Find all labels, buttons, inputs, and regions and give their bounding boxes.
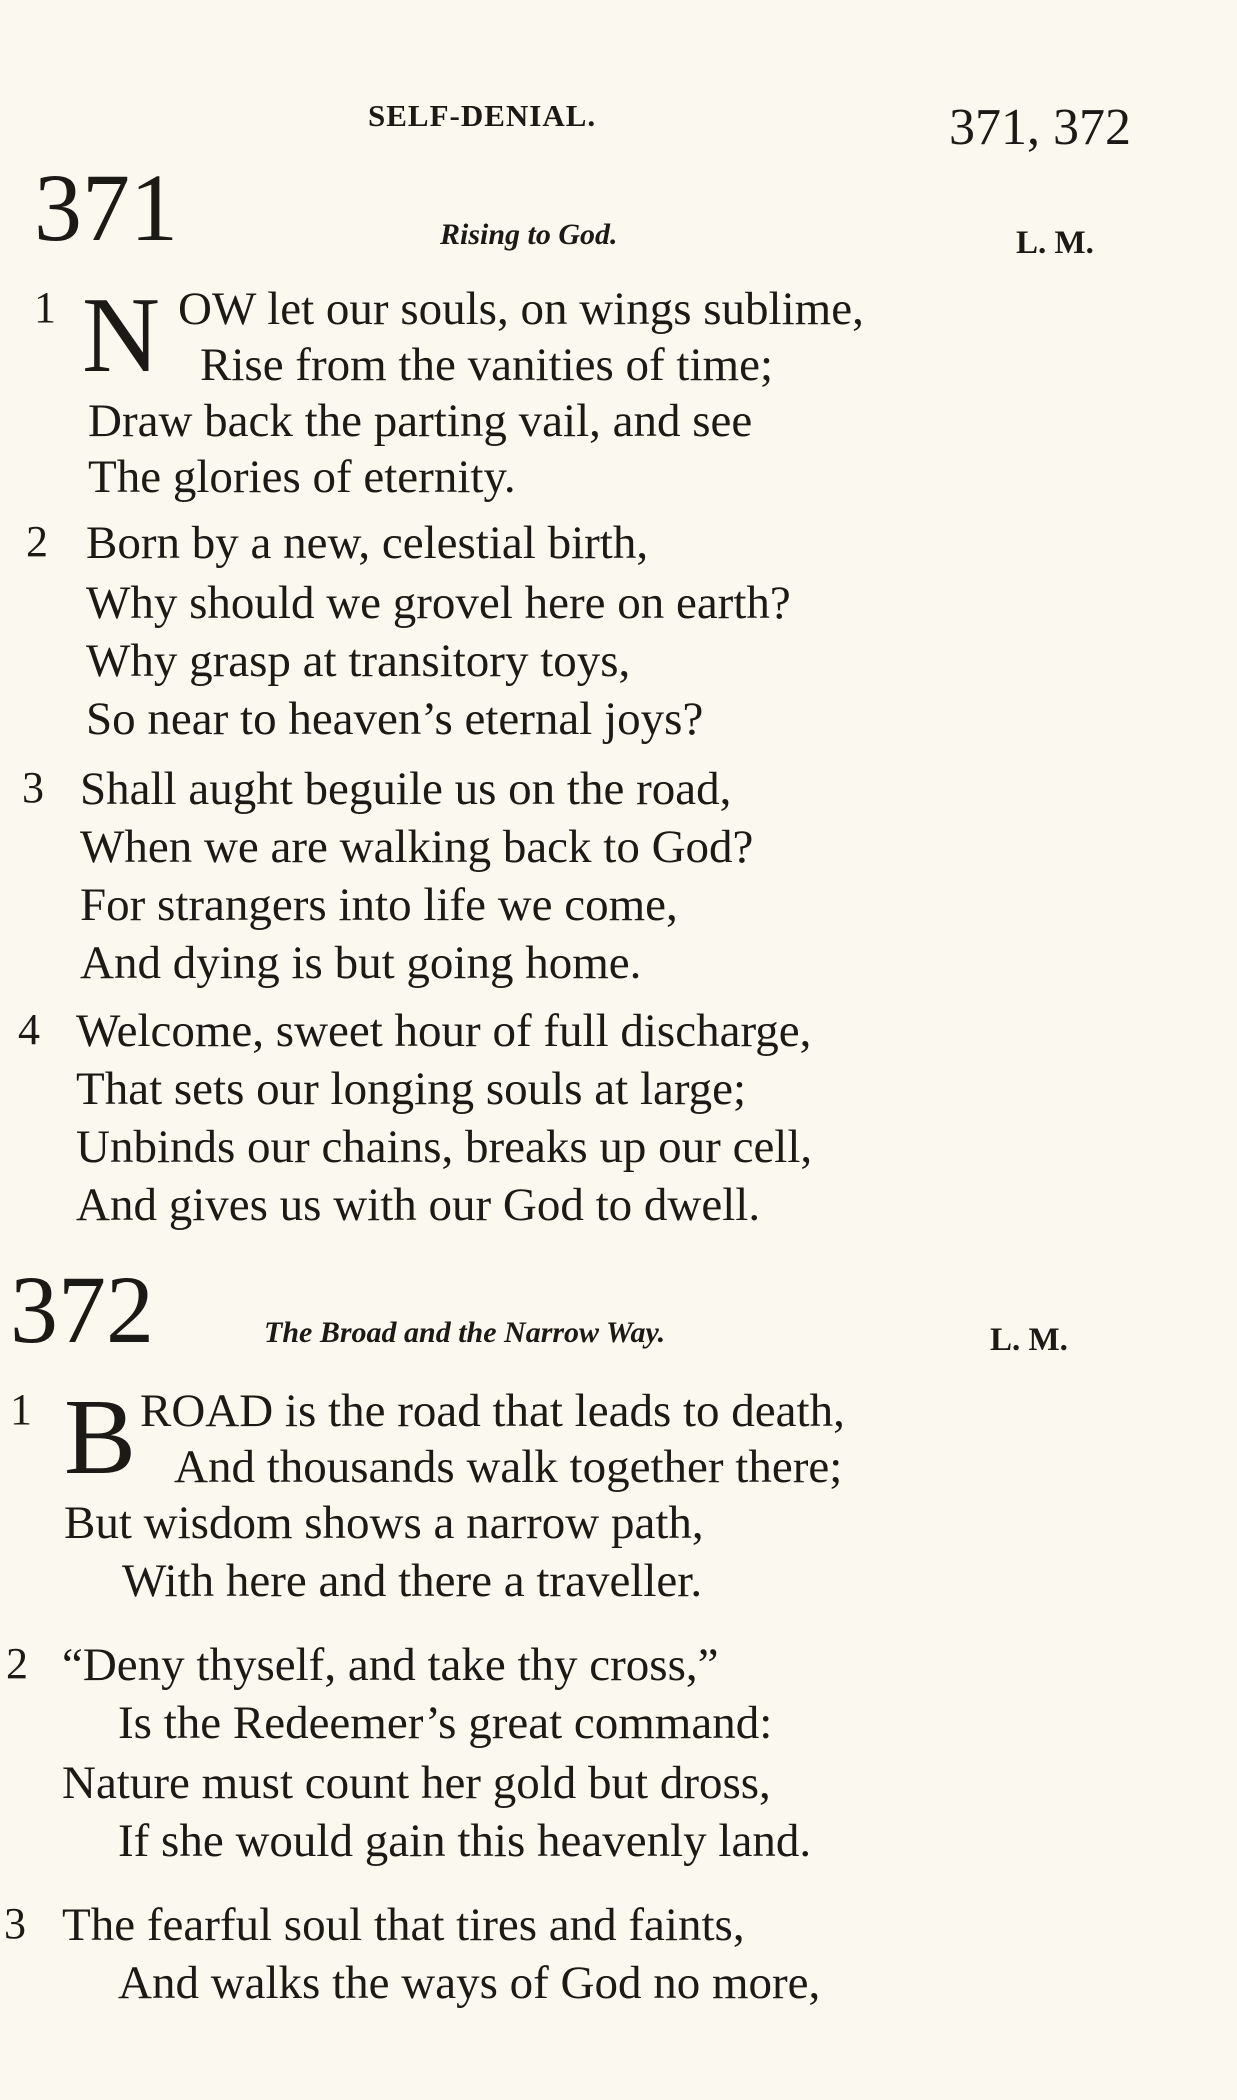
drop-cap: N bbox=[82, 276, 160, 395]
verse-line: And walks the ways of God no more, bbox=[118, 1957, 821, 2009]
hymn-number: 371 bbox=[34, 154, 178, 261]
verse-line: When we are walking back to God? bbox=[80, 821, 754, 873]
verse-line: The fearful soul that tires and faints, bbox=[62, 1899, 745, 1951]
verse-line: Why grasp at transitory toys, bbox=[86, 635, 631, 687]
verse-line: So near to heaven’s eternal joys? bbox=[86, 693, 704, 745]
verse-number: 4 bbox=[18, 1005, 40, 1054]
verse-number: 2 bbox=[6, 1639, 28, 1688]
hymn-title: The Broad and the Narrow Way. bbox=[264, 1316, 666, 1349]
verse-line: That sets our longing souls at large; bbox=[76, 1063, 747, 1115]
verse-line: And gives us with our God to dwell. bbox=[76, 1179, 761, 1231]
verse-number: 1 bbox=[10, 1385, 32, 1434]
verse-line: Is the Redeemer’s great command: bbox=[118, 1697, 773, 1749]
page-numbers: 371, 372 bbox=[949, 99, 1131, 156]
verse-line: Rise from the vanities of time; bbox=[200, 339, 774, 391]
verse-line: Draw back the parting vail, and see bbox=[88, 395, 753, 447]
verse-number: 1 bbox=[34, 283, 56, 332]
meter: L. M. bbox=[990, 1322, 1068, 1358]
verse-line: The glories of eternity. bbox=[88, 451, 516, 503]
verse-line: And thousands walk together there; bbox=[174, 1441, 843, 1493]
verse-line: Born by a new, celestial birth, bbox=[86, 517, 649, 569]
verse-line: For strangers into life we come, bbox=[80, 879, 678, 931]
verse-number: 2 bbox=[26, 517, 48, 566]
verse-line: Welcome, sweet hour of full discharge, bbox=[76, 1005, 812, 1057]
hymn-title: Rising to God. bbox=[440, 218, 618, 251]
verse-line: OW let our souls, on wings sublime, bbox=[178, 283, 864, 335]
verse-line: Nature must count her gold but dross, bbox=[62, 1757, 771, 1809]
verse-line: Unbinds our chains, breaks up our cell, bbox=[76, 1121, 813, 1173]
verse-line: “Deny thyself, and take thy cross,” bbox=[62, 1639, 719, 1691]
drop-cap: B bbox=[64, 1378, 137, 1497]
verse-line: Shall aught beguile us on the road, bbox=[80, 763, 732, 815]
hymn-number: 372 bbox=[10, 1256, 154, 1363]
verse-line: And dying is but going home. bbox=[80, 937, 642, 989]
verse-line: But wisdom shows a narrow path, bbox=[64, 1497, 704, 1549]
verse-line: With here and there a traveller. bbox=[122, 1555, 703, 1607]
verse-line: ROAD is the road that leads to death, bbox=[140, 1385, 845, 1437]
verse-number: 3 bbox=[4, 1899, 26, 1948]
running-head: SELF-DENIAL. bbox=[368, 98, 597, 133]
meter: L. M. bbox=[1016, 225, 1094, 261]
verse-line: If she would gain this heavenly land. bbox=[118, 1815, 812, 1867]
verse-number: 3 bbox=[22, 763, 44, 812]
verse-line: Why should we grovel here on earth? bbox=[86, 577, 791, 629]
